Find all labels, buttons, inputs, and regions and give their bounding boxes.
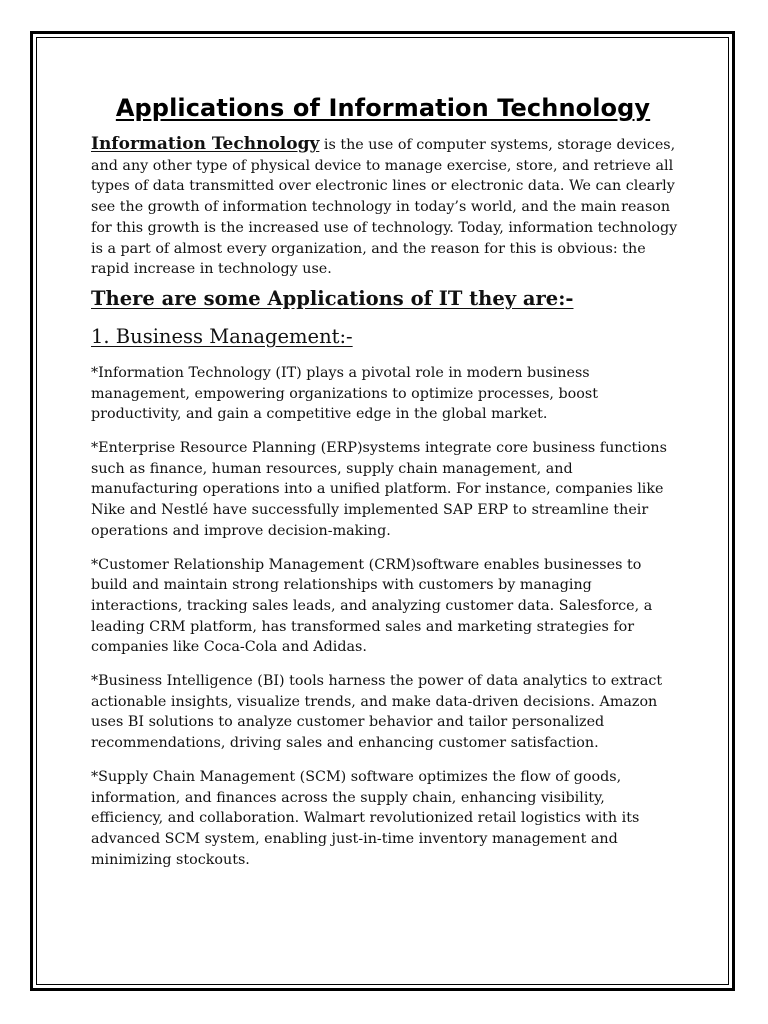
intro-text: is the use of computer systems, storage devices, and any other type of physical device to manage exercise, store, and retrieve all types of data transmitted over electronic lines or electronic data. We can clearly see the growth of information technology in today’s world, and the main reason for this growth is the increased use of technology. Today, information technology is a part of almost every organization, and the reason for this is obvious: the rapid increase in technology use. xyxy=(91,137,678,278)
document-body xyxy=(91,92,681,883)
intro-term: Information Technology xyxy=(91,134,320,154)
subsection-heading-business-management: 1. Business Management:- xyxy=(91,324,353,348)
paragraph-scm: *Supply Chain Management (SCM) software optimizes the flow of goods, information, and finances across the supply chain, enhancing visibility, efficiency, and collaboration. Walmart revolutionized retail logistics with its advanced SCM system, enabling just-in-time inventory management and minimizing stockouts. xyxy=(91,768,640,868)
section-heading: There are some Applications of IT they are:- xyxy=(91,286,574,310)
paragraph-it-role: *Information Technology (IT) plays a pivotal role in modern business management, empowering organizations to optimize processes, boost productivity, and gain a competitive edge in the global market. xyxy=(91,364,598,423)
intro-paragraph xyxy=(91,134,681,280)
document-title: Applications of Information Technology xyxy=(115,94,651,122)
paragraph-crm: *Customer Relationship Management (CRM)software enables businesses to build and maintain strong relationships with customers by managing interactions, tracking sales leads, and analyzing customer data. Salesforce, a leading CRM platform, has transformed sales and marketing strategies for companies like Coca-Cola and Adidas. xyxy=(91,556,653,656)
paragraph-bi: *Business Intelligence (BI) tools harness the power of data analytics to extract actionable insights, visualize trends, and make data-driven decisions. Amazon uses BI solutions to analyze customer behavior and tailor personalized recommendations, driving sales and enhancing customer satisfaction. xyxy=(91,673,663,752)
paragraph-erp: *Enterprise Resource Planning (ERP)systems integrate core business functions such as finance, human resources, supply chain management, and manufacturing operations into a unified platform. For instance, companies like Nike and Nestlé have successfully implemented SAP ERP to streamline their operations and improve decision-making. xyxy=(91,440,667,539)
